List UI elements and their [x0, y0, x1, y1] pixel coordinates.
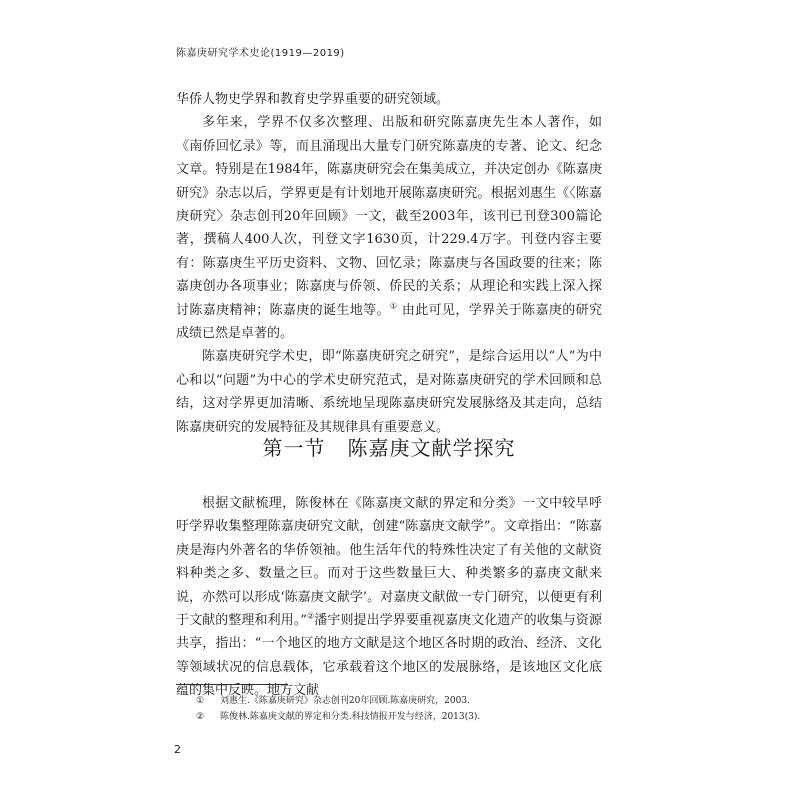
footnote-text: 陈俊林.陈嘉庚文献的界定和分类.科技情报开发与经济，2013(3). — [220, 712, 481, 722]
running-header: 陈嘉庚研究学术史论(1919—2019) — [176, 48, 345, 59]
section-body — [176, 492, 602, 703]
section-heading — [176, 432, 602, 461]
section-title: 陈嘉庚文献学探究 — [347, 436, 516, 460]
paragraph-text: 根据文献梳理，陈俊林在《陈嘉庚文献的界定和分类》一文中较早呼吁学界收集整理陈嘉庚研究文献，创建“陈嘉庚文献学”。文章指出：“陈嘉庚是海内外著名的华侨领袖。他生活年代的特殊性决定了有关他的文献资料种类之多、数量之巨。而对于这些数量巨大、种类繁多的嘉庚文献来说，亦然可以形成‘陈嘉庚文献学’。对嘉庚文献做一专门研究，以便更有利于文献的整理和利用。” — [176, 496, 602, 629]
footnote-divider — [176, 684, 288, 685]
footnote-mark: ② — [196, 712, 205, 722]
paragraph: 华侨人物史学界和教育史学界重要的研究领域。 — [176, 92, 450, 107]
paragraph — [176, 492, 602, 703]
footnote-item — [196, 709, 602, 725]
footnote-item — [196, 693, 602, 709]
footnote-text: 刘惠生.《陈嘉庚研究》杂志创刊20年回顾.陈嘉庚研究，2003. — [220, 696, 470, 706]
paragraph: 陈嘉庚研究学术史，即“陈嘉庚研究之研究”，是综合运用以“人”为中心和以“问题”为中心的学术史研究范式，是对陈嘉庚研究的学术回顾和总结，这对学界更加清晰、系统地呈现陈嘉庚研究发展脉络及其走向，总结陈嘉庚研究的发展特征及其规律具有重要意义。 — [176, 349, 602, 435]
footnote-ref: ② — [306, 611, 315, 621]
paragraph-text: 潘宇则提出学界要重视嘉庚文化遗产的收集与资源共享，指出：“一个地区的地方文献是这个地区各时期的政治、经济、文化等领域状况的信息载体，它承载着这个地区的发展脉络，是该地区文化底蕴的集中反映。地方文献 — [176, 613, 602, 699]
footnote-ref: ① — [389, 301, 398, 311]
footnote-mark: ① — [196, 696, 205, 706]
section-number: 第一节 — [262, 436, 326, 460]
footnotes — [196, 693, 602, 725]
page-number: 2 — [174, 743, 181, 756]
body-text — [176, 88, 602, 439]
paragraph — [176, 111, 602, 345]
paragraph-text: 多年来，学界不仅多次整理、出版和研究陈嘉庚先生本人著作，如《南侨回忆录》等，而且涌现出大量专门研究陈嘉庚的专著、论文、纪念文章。特别是在1984年，陈嘉庚研究会在集美成立，并决定创办《陈嘉庚研究》杂志以后，学界更是有计划地开展陈嘉庚研究。根据刘惠生《〈陈嘉庚研究〉杂志创刊20年回顾》一文，截至2003年，该刊已刊登300篇论著，撰稿人400人次，刊登文字1630页，计229.4万字。刊登内容主要有：陈嘉庚生平历史资料、文物、回忆录；陈嘉庚与各国政要的往来；陈嘉庚创办各项事业；陈嘉庚与侨领、侨民的关系；从理论和实践上深入探讨陈嘉庚精神；陈嘉庚的诞生地等。 — [176, 115, 602, 318]
paragraph-text: 由此可见，学界关于陈嘉庚的研究成绩已然是卓著的。 — [176, 302, 602, 342]
